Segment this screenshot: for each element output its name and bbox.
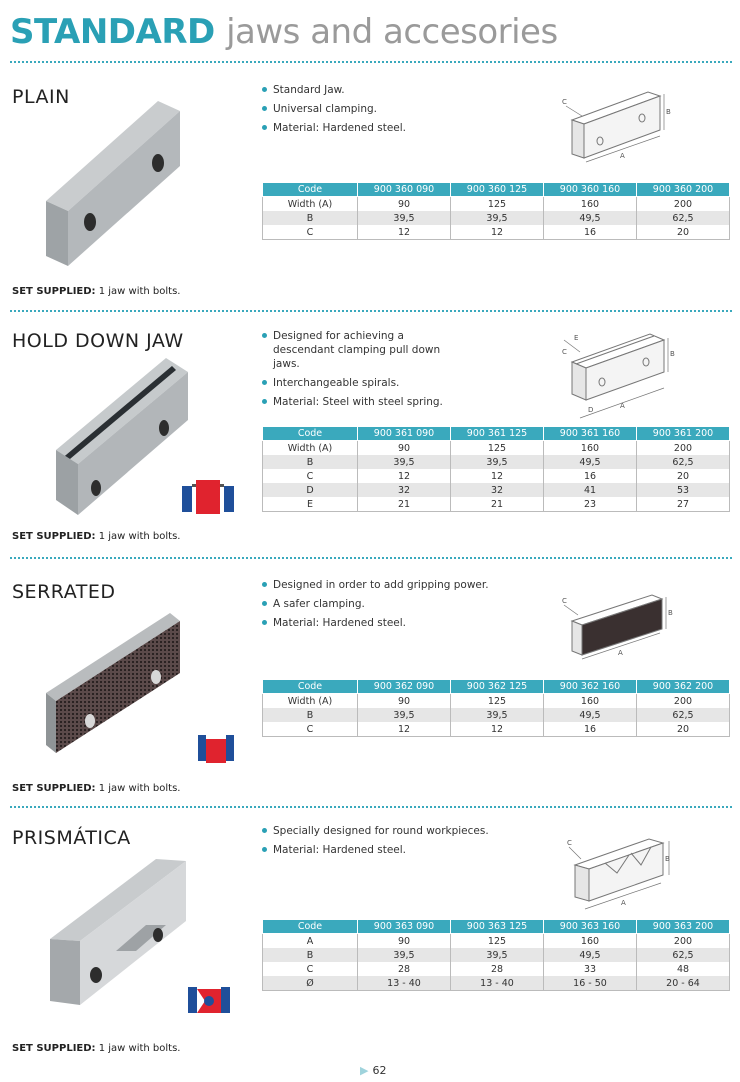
- table-row: E 21 21 23 27: [263, 497, 730, 512]
- feature-item: Material: Hardened steel.: [262, 121, 406, 135]
- bullet-icon: [262, 380, 267, 385]
- section-divider: [10, 557, 732, 559]
- serrated-jaw-diagram: [560, 593, 678, 661]
- table-row: Width (A) 90 125 160 200: [263, 441, 730, 456]
- column-header: 900 363 090: [358, 920, 451, 934]
- serrated-jaw-photo: [40, 609, 190, 769]
- feature-list: [262, 578, 489, 635]
- feature-item: Material: Hardened steel.: [262, 616, 489, 630]
- spec-table: [262, 679, 730, 737]
- bullet-icon: [262, 125, 267, 130]
- feature-list: [262, 329, 462, 414]
- svg-text:D: D: [588, 406, 594, 414]
- prismatic-jaw-photo: [46, 855, 196, 1020]
- bullet-icon: [262, 106, 267, 111]
- set-supplied-note: SET SUPPLIED: 1 jaw with bolts.: [12, 531, 181, 542]
- set-supplied-note: SET SUPPLIED: 1 jaw with bolts.: [12, 1043, 181, 1054]
- column-header: Code: [263, 183, 358, 197]
- hold-down-jaw-diagram: [560, 330, 680, 420]
- page-number: ▶ 62: [360, 1064, 387, 1077]
- section-title: PRISMÁTICA: [12, 827, 131, 849]
- bullet-icon: [262, 847, 267, 852]
- section-title: PLAIN: [12, 86, 70, 108]
- header-divider: [10, 61, 732, 63]
- feature-item: Material: Steel with steel spring.: [262, 395, 462, 409]
- feature-item: Universal clamping.: [262, 102, 406, 116]
- serrated-jaw-icon: [196, 731, 236, 767]
- section-serrated: [0, 581, 740, 801]
- table-row: B 39,5 39,5 49,5 62,5: [263, 455, 730, 469]
- svg-text:A: A: [621, 899, 626, 907]
- svg-text:C: C: [567, 839, 572, 847]
- feature-list: [262, 83, 406, 140]
- column-header: 900 362 160: [544, 680, 637, 694]
- feature-item: Specially designed for round workpieces.: [262, 824, 489, 838]
- plain-jaw-diagram: [560, 90, 675, 166]
- table-row: C 28 28 33 48: [263, 962, 730, 976]
- feature-item: Designed in order to add gripping power.: [262, 578, 489, 592]
- spec-table: [262, 182, 730, 240]
- feature-item: A safer clamping.: [262, 597, 489, 611]
- section-title: HOLD DOWN JAW: [12, 330, 184, 352]
- feature-list: [262, 824, 489, 862]
- bullet-icon: [262, 582, 267, 587]
- column-header: 900 361 090: [358, 427, 451, 441]
- bullet-icon: [262, 399, 267, 404]
- section-title: SERRATED: [12, 581, 116, 603]
- svg-text:A: A: [618, 649, 623, 657]
- bullet-icon: [262, 87, 267, 92]
- page-title-strong: STANDARD: [10, 12, 215, 52]
- column-header: 900 363 200: [637, 920, 730, 934]
- column-header: 900 361 160: [544, 427, 637, 441]
- table-row: B 39,5 39,5 49,5 62,5: [263, 211, 730, 225]
- table-header-row: [263, 427, 730, 441]
- page-title: [10, 12, 558, 52]
- svg-text:B: B: [670, 350, 675, 358]
- column-header: 900 361 200: [637, 427, 730, 441]
- column-header: 900 362 200: [637, 680, 730, 694]
- table-row: C 12 12 16 20: [263, 469, 730, 483]
- hold-down-jaw-icon: [180, 478, 236, 518]
- section-prismatica: [0, 827, 740, 1057]
- section-hold-down-jaw: [0, 330, 740, 550]
- section-plain: [0, 86, 740, 306]
- prismatic-jaw-icon: [186, 983, 232, 1019]
- svg-text:B: B: [666, 108, 671, 116]
- bullet-icon: [262, 828, 267, 833]
- svg-text:B: B: [668, 609, 673, 617]
- spec-table: [262, 426, 730, 512]
- svg-text:C: C: [562, 348, 567, 356]
- column-header: Code: [263, 920, 358, 934]
- bullet-icon: [262, 620, 267, 625]
- column-header: 900 360 090: [358, 183, 451, 197]
- column-header: 900 362 090: [358, 680, 451, 694]
- column-header: 900 363 125: [451, 920, 544, 934]
- feature-item: Designed for achieving a descendant clamping pull down jaws.: [262, 329, 462, 371]
- table-row: Width (A) 90 125 160 200: [263, 694, 730, 709]
- section-divider: [10, 806, 732, 808]
- bullet-icon: [262, 333, 267, 338]
- table-row: C 12 12 16 20: [263, 722, 730, 737]
- svg-text:C: C: [562, 98, 567, 106]
- prismatic-jaw-diagram: [565, 835, 675, 913]
- section-divider: [10, 310, 732, 312]
- column-header: 900 360 160: [544, 183, 637, 197]
- set-supplied-note: SET SUPPLIED: 1 jaw with bolts.: [12, 783, 181, 794]
- table-header-row: [263, 680, 730, 694]
- svg-text:A: A: [620, 402, 625, 410]
- table-row: B 39,5 39,5 49,5 62,5: [263, 948, 730, 962]
- column-header: 900 360 200: [637, 183, 730, 197]
- table-row: B 39,5 39,5 49,5 62,5: [263, 708, 730, 722]
- feature-item: Interchangeable spirals.: [262, 376, 462, 390]
- bullet-icon: [262, 601, 267, 606]
- table-header-row: [263, 920, 730, 934]
- table-header-row: [263, 183, 730, 197]
- table-row: C 12 12 16 20: [263, 225, 730, 240]
- column-header: 900 360 125: [451, 183, 544, 197]
- table-row: Ø 13 - 40 13 - 40 16 - 50 20 - 64: [263, 976, 730, 991]
- column-header: Code: [263, 680, 358, 694]
- table-row: A 90 125 160 200: [263, 934, 730, 949]
- column-header: 900 362 125: [451, 680, 544, 694]
- column-header: Code: [263, 427, 358, 441]
- page-arrow-icon: ▶: [360, 1064, 369, 1077]
- svg-text:A: A: [620, 152, 625, 160]
- table-row: Width (A) 90 125 160 200: [263, 197, 730, 212]
- page-title-rest: jaws and accesories: [226, 12, 558, 52]
- set-supplied-note: SET SUPPLIED: 1 jaw with bolts.: [12, 286, 181, 297]
- table-row: D 32 32 41 53: [263, 483, 730, 497]
- svg-text:B: B: [665, 855, 670, 863]
- spec-table: [262, 919, 730, 991]
- svg-text:E: E: [574, 334, 579, 342]
- hold-down-jaw-photo: [48, 350, 198, 515]
- column-header: 900 361 125: [451, 427, 544, 441]
- feature-item: Material: Hardened steel.: [262, 843, 489, 857]
- column-header: 900 363 160: [544, 920, 637, 934]
- feature-item: Standard Jaw.: [262, 83, 406, 97]
- svg-text:C: C: [562, 597, 567, 605]
- plain-jaw-photo: [38, 96, 188, 266]
